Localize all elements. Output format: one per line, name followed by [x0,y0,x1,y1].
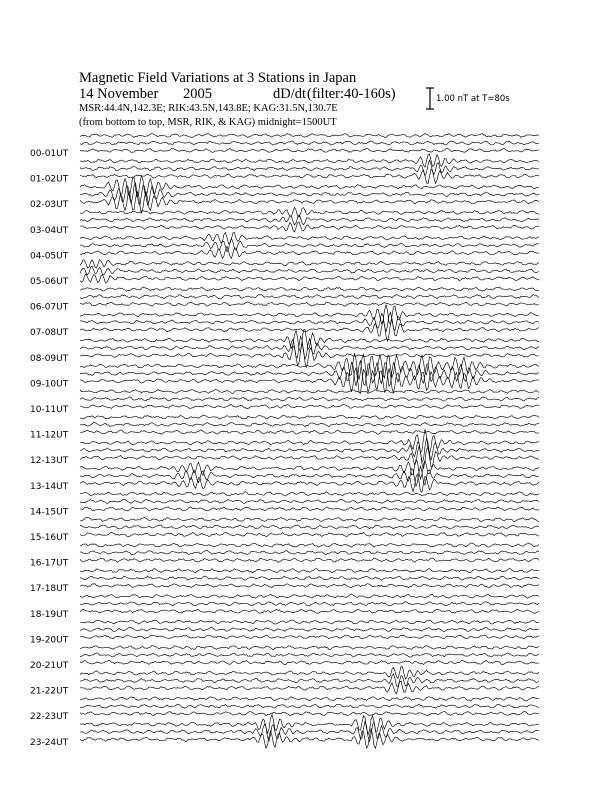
station-trace-kag [80,460,539,479]
row-label: 22-23UT [30,712,69,723]
row-label: 08-09UT [30,353,69,364]
station-trace-msr [80,302,539,306]
station-trace-rik [80,238,539,251]
station-trace-kag [80,645,539,649]
station-trace-msr [80,609,539,613]
row-label: 19-20UT [30,635,69,646]
row-label: 05-06UT [30,277,69,287]
year-label: 2005 [183,86,212,102]
station-trace-msr [80,507,539,511]
station-trace-msr [80,532,539,536]
station-trace-msr [80,660,539,664]
station-trace-kag [80,415,539,419]
station-trace-kag [80,305,539,324]
station-trace-msr [80,246,539,258]
station-trace-rik [80,525,539,529]
station-trace-rik [80,576,539,580]
station-trace-msr [80,368,539,393]
station-trace-rik [80,499,539,503]
row-label: 17-18UT [30,584,69,595]
station-trace-kag [80,353,539,380]
row-label: 15-16UT [30,533,69,543]
row-label: 16-17UT [30,558,69,569]
row-label: 04-05UT [30,251,69,262]
station-trace-kag [80,207,539,217]
station-trace-kag [80,154,539,167]
station-trace-kag [80,260,539,268]
quantity-label: dD/dt [273,86,307,102]
station-trace-kag [80,175,539,197]
date-label: 14 November [79,86,159,102]
row-label: 12-13UT [30,456,69,467]
station-trace-msr [80,430,539,434]
station-trace-kag [80,667,539,679]
row-label: 09-10UT [30,379,69,390]
station-trace-msr [80,274,539,283]
station-trace-msr [80,729,539,748]
station-trace-rik [80,266,539,275]
order-line: (from bottom to top, MSR, RIK, & KAG) midnight=1500UT [79,117,337,128]
stations-line: MSR:44.4N,142.3E; RIK:43.5N,143.8E; KAG:31.5N,130.7E [79,103,338,114]
station-trace-kag [80,569,539,573]
station-trace-rik [80,704,539,708]
station-trace-kag [80,620,539,624]
row-label: 21-22UT [30,686,69,697]
station-trace-msr [80,222,539,232]
station-trace-msr [80,558,539,562]
chart-title: Magnetic Field Variations at 3 Stations in Japan [79,70,357,86]
station-trace-kag [80,287,539,291]
station-trace-kag [80,543,539,547]
station-trace-rik [80,653,539,657]
scale-label: 1.00 nT at T=80s [436,94,510,104]
row-label: 06-07UT [30,302,69,313]
station-trace-msr [80,635,539,639]
station-trace-kag [80,594,539,598]
station-trace-kag [80,233,539,244]
station-trace-rik [80,141,539,145]
row-label: 23-24UT [30,737,69,748]
row-label: 03-04UT [30,225,69,236]
station-trace-kag [80,492,539,496]
station-trace-rik [80,551,539,555]
row-label: 14-15UT [30,507,69,518]
row-label: 10-11UT [30,405,69,415]
row-label: 11-12UT [30,430,69,441]
station-trace-msr [80,404,539,408]
station-trace-rik [80,397,539,401]
row-label: 07-08UT [30,328,69,339]
station-trace-kag [80,133,539,137]
station-trace-kag [80,697,539,701]
row-label: 01-02UT [30,174,69,185]
row-label: 20-21UT [30,661,69,671]
station-trace-rik [80,295,539,299]
row-label: 02-03UT [30,200,69,211]
row-label: 18-19UT [30,609,69,620]
station-trace-kag [80,517,539,521]
station-trace-msr [80,711,539,715]
row-label: 00-01UT [30,149,69,159]
station-trace-kag [80,390,539,394]
station-trace-msr [80,584,539,588]
filter-label: (filter:40-160s) [307,86,396,102]
station-trace-rik [80,674,539,687]
row-label: 13-14UT [30,481,69,492]
station-trace-msr [80,169,539,183]
station-trace-rik [80,422,539,426]
station-trace-rik [80,602,539,606]
station-trace-rik [80,627,539,631]
station-trace-msr [80,681,539,694]
station-trace-rik [80,360,539,386]
station-trace-rik [80,215,539,225]
station-trace-msr [80,148,539,152]
